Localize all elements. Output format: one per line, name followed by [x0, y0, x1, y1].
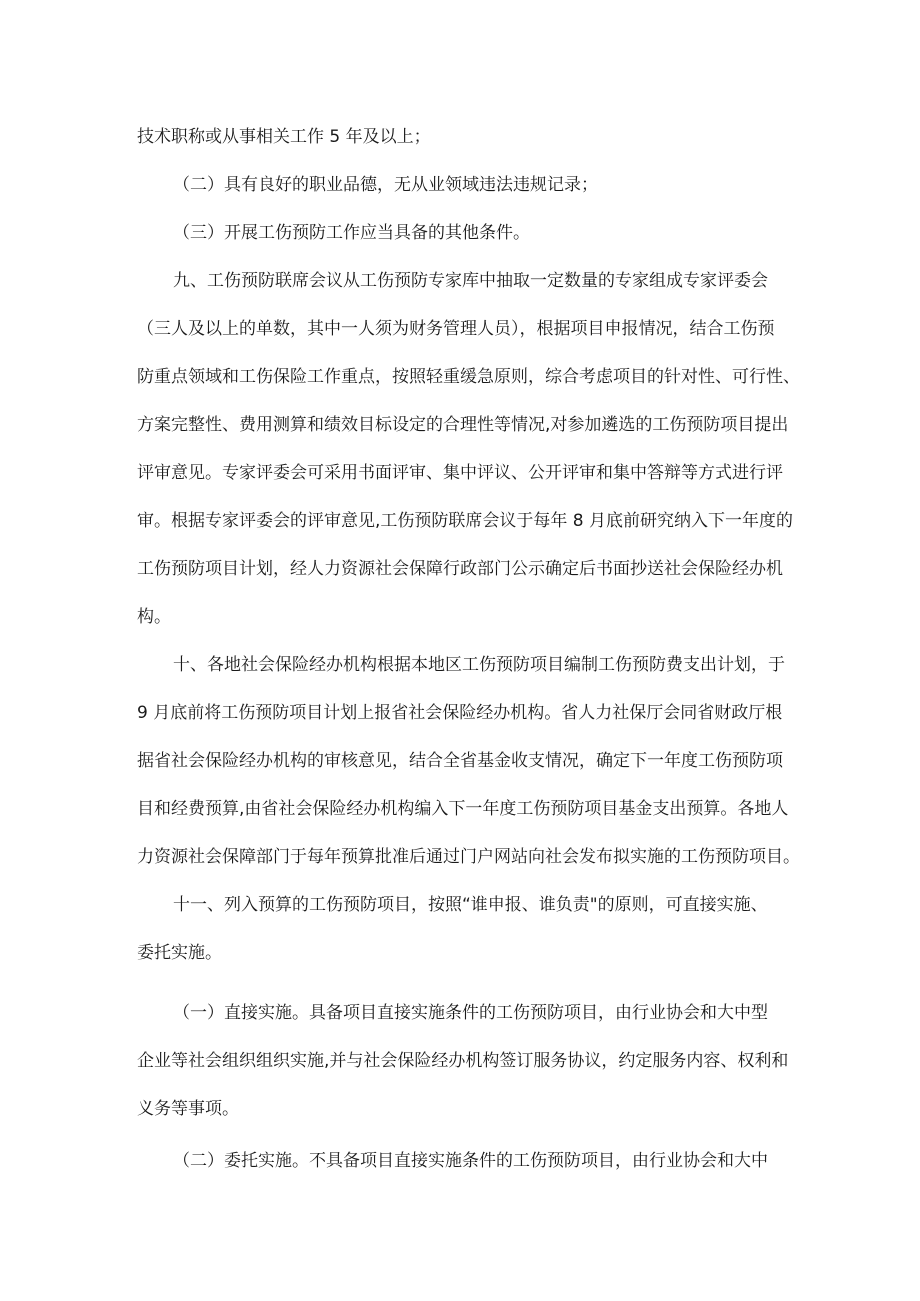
text-line: （三）开展工伤预防工作应当具备的其他条件。	[173, 223, 530, 243]
text-line: 目和经费预算,由省社会保险经办机构编入下一年度工伤预防项目基金支出预算。各地人	[137, 799, 789, 819]
text-line: 企业等社会组织组织实施,并与社会保险经办机构签订服务协议，约定服务内容、权利和	[137, 1051, 789, 1071]
text-line: 工伤预防项目计划，经人力资源社会保障行政部门公示确定后书面抄送社会保险经办机	[137, 559, 783, 579]
text-line: （二）具有良好的职业品德，无从业领域违法违规记录；	[173, 175, 598, 195]
text-line: （一）直接实施。具备项目直接实施条件的工伤预防项目，由行业协会和大中型	[173, 1003, 768, 1023]
text-line: 十、各地社会保险经办机构根据本地区工伤预防项目编制工伤预防费支出计划，于	[173, 655, 785, 675]
text-line: 十一、列入预算的工伤预防项目，按照“谁申报、谁负责"的原则，可直接实施、	[173, 895, 768, 915]
text-line: 委托实施。	[137, 943, 222, 963]
text-line: 审。根据专家评委会的评审意见,工伤预防联席会议于每年 8 月底前研究纳入下一年度的	[137, 511, 794, 531]
text-line: （二）委托实施。不具备项目直接实施条件的工伤预防项目，由行业协会和大中	[173, 1151, 768, 1171]
text-line: 义务等事项。	[137, 1099, 239, 1119]
text-line: 构。	[137, 607, 171, 627]
text-line: 9 月底前将工伤预防项目计划上报省社会保险经办机构。省人力社保厅会同省财政厅根	[137, 703, 783, 723]
text-line: 力资源社会保障部门于每年预算批准后通过门户网站向社会发布拟实施的工伤预防项目。	[137, 847, 800, 867]
text-line: 九、工伤预防联席会议从工伤预防专家库中抽取一定数量的专家组成专家评委会	[173, 271, 768, 291]
text-line: 评审意见。专家评委会可采用书面评审、集中评议、公开评审和集中答辩等方式进行评	[137, 463, 783, 483]
text-line: 方案完整性、费用测算和绩效目标设定的合理性等情况,对参加遴选的工伤预防项目提出	[137, 415, 789, 435]
text-line: （三人及以上的单数，其中一人须为财务管理人员），根据项目申报情况，结合工伤预	[137, 319, 775, 339]
text-line: 防重点领域和工伤保险工作重点，按照轻重缓急原则，综合考虑项目的针对性、可行性、	[137, 367, 800, 387]
text-line: 据省社会保险经办机构的审核意见，结合全省基金收支情况，确定下一年度工伤预防项	[137, 751, 783, 771]
text-line: 技术职称或从事相关工作 5 年及以上；	[137, 127, 431, 147]
